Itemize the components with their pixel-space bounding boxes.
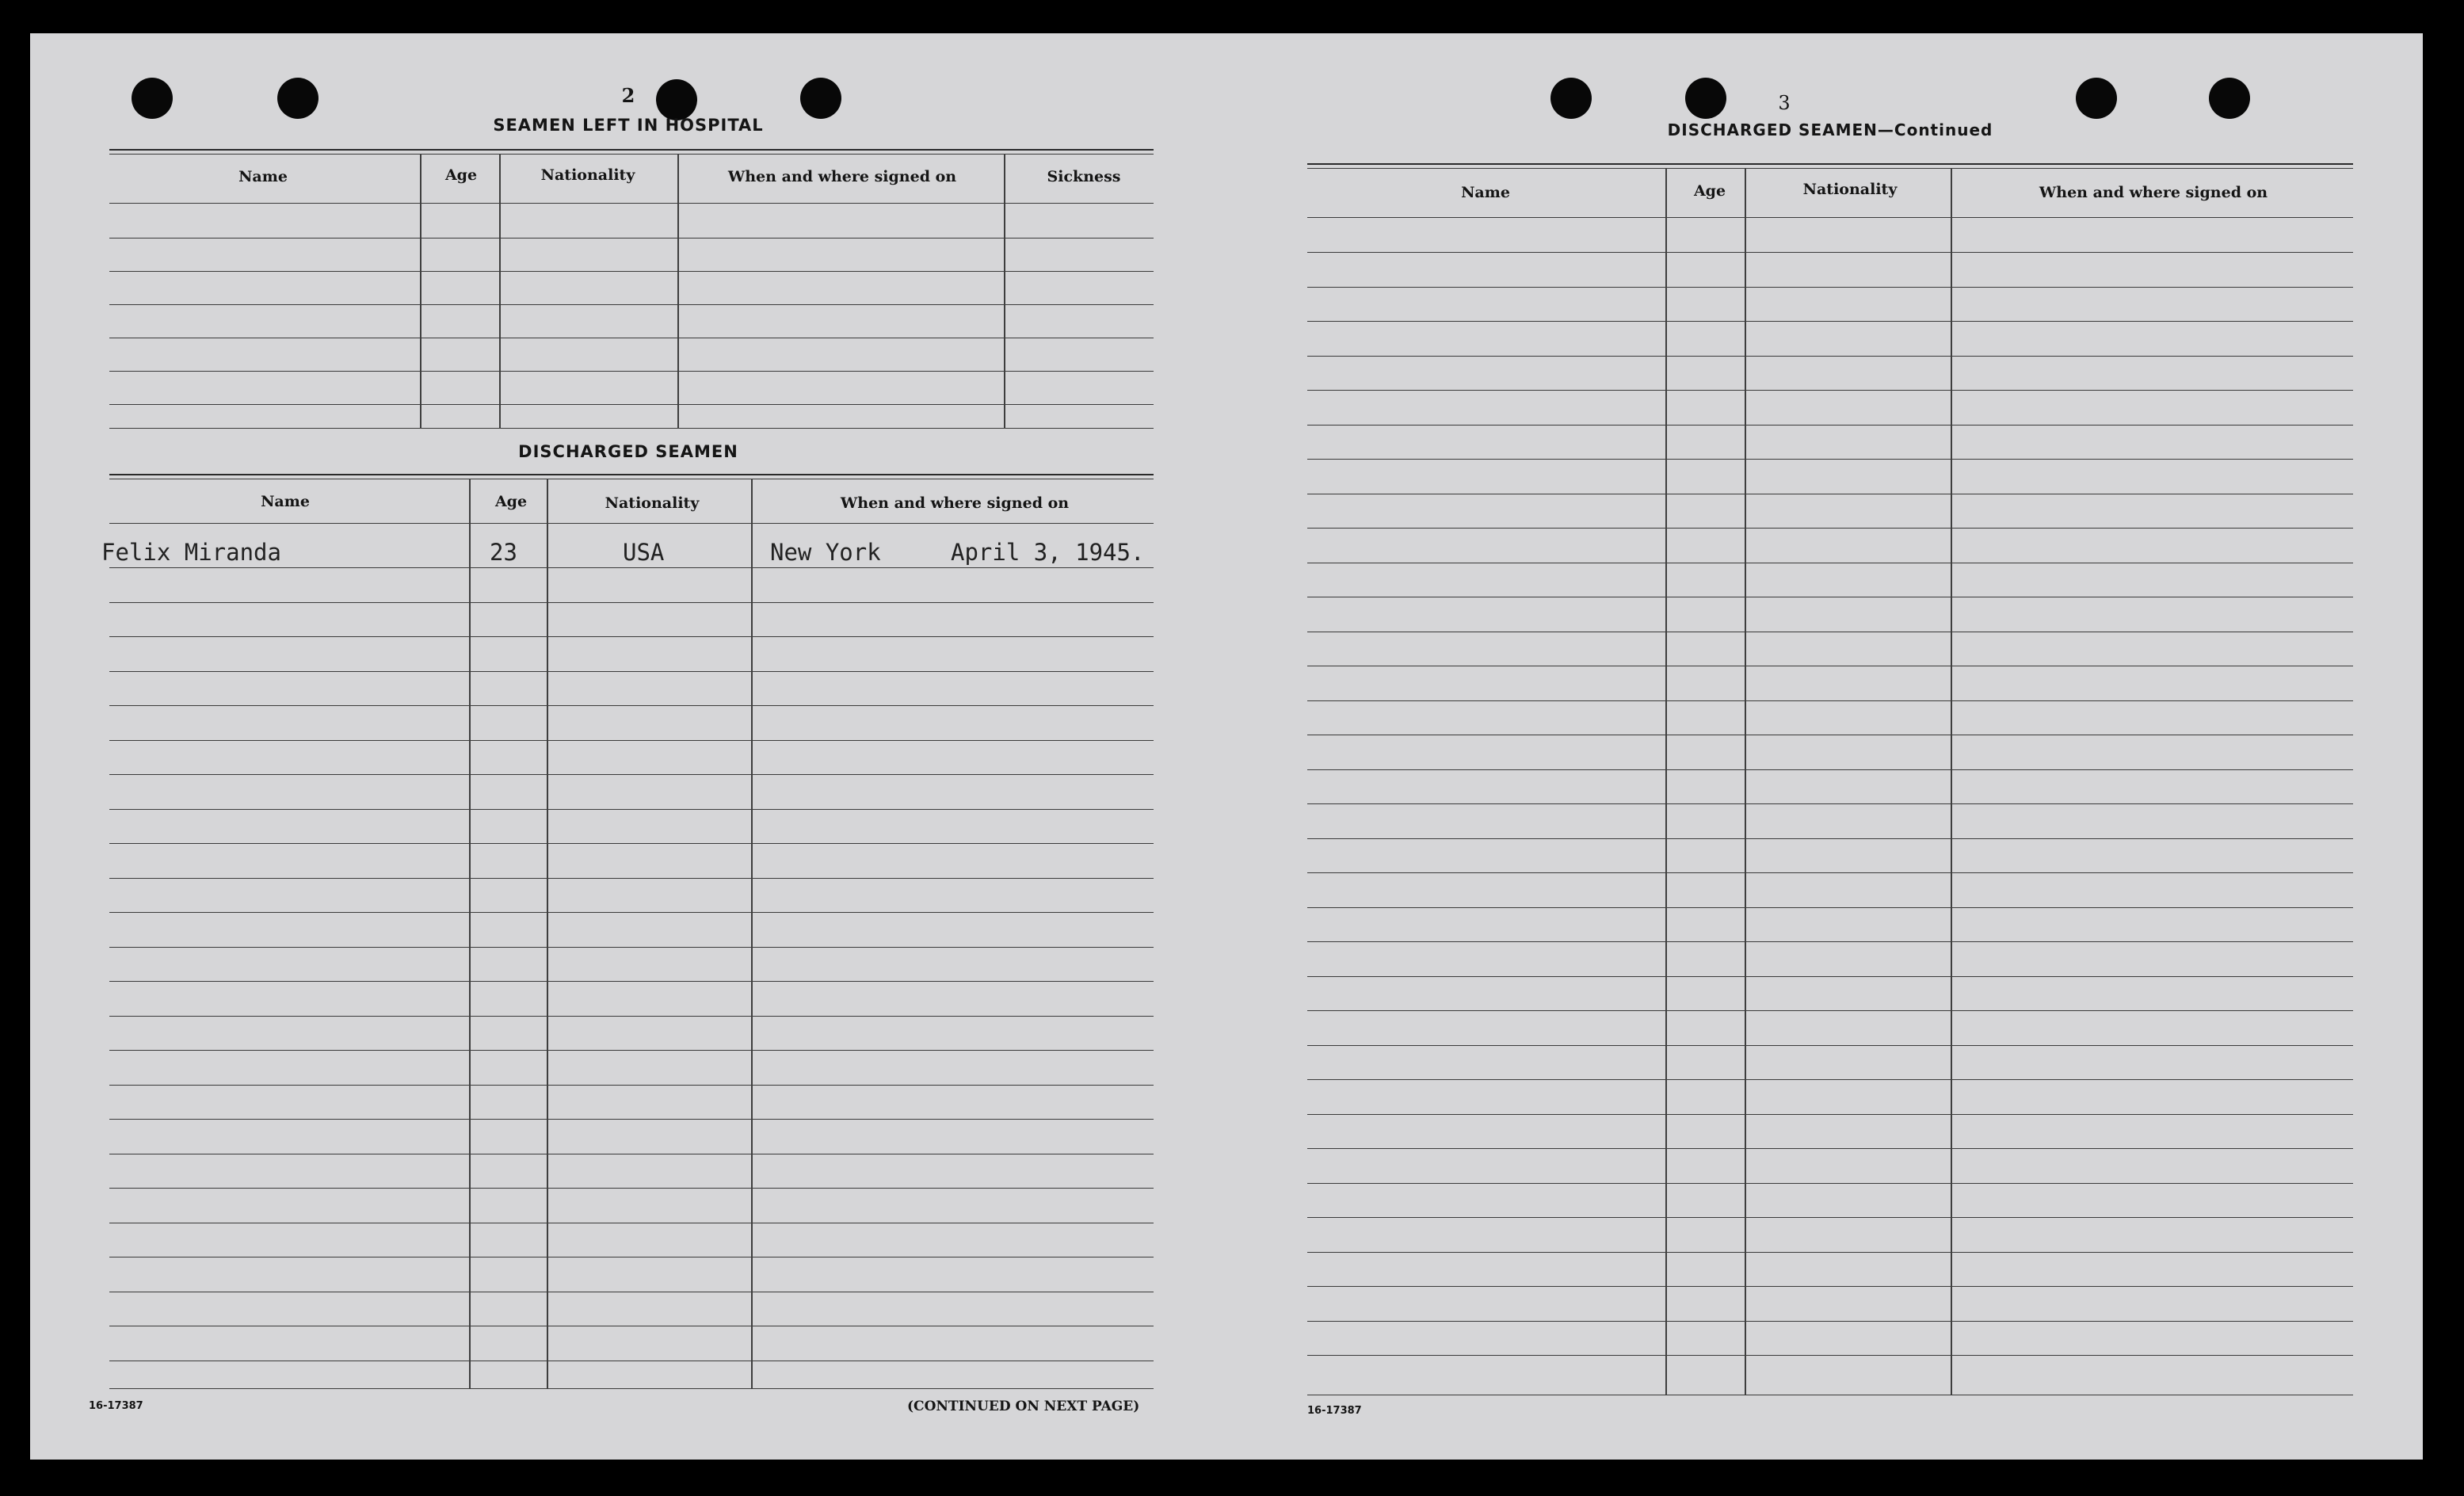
hospital-table-bottom-rule (109, 428, 1154, 429)
left-page-number: 2 (621, 84, 635, 107)
discharged-column-rule (469, 479, 471, 1388)
hospital-col-sickness: Sickness (1047, 168, 1121, 185)
discharged-col-signed-on: When and where signed on (840, 494, 1070, 512)
discharged-row-rule (109, 947, 1154, 948)
discharged-row-rule (109, 671, 1154, 672)
hospital-col-age: Age (444, 166, 478, 184)
punch-hole (2209, 78, 2250, 119)
entry-nationality: USA (623, 539, 665, 566)
left-form-number: 16-17387 (89, 1400, 143, 1412)
hospital-row-rule (109, 271, 1154, 272)
right-row-rule (1307, 1252, 2353, 1253)
right-row-rule (1307, 252, 2353, 253)
discharged-row-rule (109, 912, 1154, 913)
discharged-row-rule (109, 981, 1154, 982)
right-row-rule (1307, 459, 2353, 460)
right-column-rule (1665, 168, 1667, 1395)
hospital-header-rule (109, 203, 1154, 204)
discharged-row-rule (109, 602, 1154, 603)
discharged-col-age: Age (494, 493, 528, 510)
discharged-row-rule (109, 843, 1154, 844)
discharged-table-bottom-rule (109, 1388, 1154, 1389)
hospital-row-rule (109, 371, 1154, 372)
right-row-rule (1307, 1321, 2353, 1322)
hospital-section-title: SEAMEN LEFT IN HOSPITAL (493, 116, 764, 135)
right-row-rule (1307, 976, 2353, 977)
discharged-col-nationality: Nationality (605, 494, 700, 512)
discharged-column-rule (547, 479, 548, 1388)
discharged-row-rule (109, 878, 1154, 879)
punch-hole (132, 78, 173, 119)
entry-signed-on-date: April 3, 1945. (951, 539, 1145, 566)
discharged-row-rule (109, 636, 1154, 637)
right-row-rule (1307, 838, 2353, 839)
hospital-table-top-rule (109, 149, 1154, 151)
discharged-col-name: Name (261, 493, 310, 510)
right-row-rule (1307, 941, 2353, 942)
right-row-rule (1307, 425, 2353, 426)
continued-note: (CONTINUED ON NEXT PAGE) (907, 1399, 1140, 1414)
hospital-column-rule (677, 154, 679, 428)
hospital-col-signed-on: When and where signed on (727, 168, 957, 185)
hospital-column-rule (420, 154, 421, 428)
hospital-table-top-rule (109, 154, 1154, 155)
discharged-row-rule (109, 774, 1154, 775)
punch-hole (656, 79, 697, 120)
discharged-row-rule (109, 1188, 1154, 1189)
discharged-row-rule (109, 705, 1154, 706)
punch-hole (800, 78, 841, 119)
right-form-number: 16-17387 (1307, 1405, 1362, 1417)
hospital-column-rule (499, 154, 501, 428)
hospital-col-name: Name (238, 168, 288, 185)
discharged-column-rule (751, 479, 753, 1388)
right-col-signed-on: When and where signed on (2039, 184, 2268, 201)
right-row-rule (1307, 287, 2353, 288)
right-page-title: DISCHARGED SEAMEN—Continued (1667, 120, 1993, 139)
right-col-nationality: Nationality (1802, 181, 1898, 198)
right-row-rule (1307, 1114, 2353, 1115)
right-row-rule (1307, 1286, 2353, 1287)
right-column-rule (1951, 168, 1952, 1395)
discharged-row-rule (109, 1050, 1154, 1051)
hospital-col-nationality: Nationality (540, 166, 635, 184)
right-table-top-rule (1307, 163, 2353, 165)
right-page-number: 3 (1778, 92, 1791, 114)
discharged-row-rule (109, 1119, 1154, 1120)
entry-age: 23 (490, 539, 517, 566)
discharged-table-top-rule (109, 474, 1154, 475)
right-row-rule (1307, 907, 2353, 908)
right-col-age: Age (1693, 182, 1726, 200)
right-row-rule (1307, 528, 2353, 529)
right-row-rule (1307, 1045, 2353, 1046)
right-row-rule (1307, 872, 2353, 873)
punch-hole (277, 78, 318, 119)
right-row-rule (1307, 390, 2353, 391)
right-row-rule (1307, 356, 2353, 357)
right-row-rule (1307, 1355, 2353, 1356)
right-table-top-rule (1307, 168, 2353, 169)
entry-name: Felix Miranda (101, 539, 281, 566)
discharged-row-rule (109, 740, 1154, 741)
right-column-rule (1745, 168, 1746, 1395)
hospital-column-rule (1004, 154, 1005, 428)
discharged-row-rule (109, 567, 1154, 568)
document-sheet (30, 33, 2423, 1460)
right-row-rule (1307, 769, 2353, 770)
discharged-section-title: DISCHARGED SEAMEN (518, 442, 738, 461)
right-row-rule (1307, 1079, 2353, 1080)
punch-hole (1550, 78, 1592, 119)
discharged-header-rule (109, 523, 1154, 524)
right-col-name: Name (1461, 184, 1510, 201)
right-row-rule (1307, 1010, 2353, 1011)
hospital-row-rule (109, 238, 1154, 239)
right-row-rule (1307, 700, 2353, 701)
discharged-row-rule (109, 809, 1154, 810)
discharged-row-rule (109, 1085, 1154, 1086)
discharged-row-rule (109, 1016, 1154, 1017)
punch-hole (2076, 78, 2117, 119)
hospital-row-rule (109, 404, 1154, 405)
right-row-rule (1307, 1217, 2353, 1218)
right-row-rule (1307, 321, 2353, 322)
right-row-rule (1307, 1148, 2353, 1149)
right-header-rule (1307, 217, 2353, 218)
punch-hole (1685, 78, 1726, 119)
right-row-rule (1307, 803, 2353, 804)
entry-signed-on-place: New York (770, 539, 881, 566)
right-row-rule (1307, 1183, 2353, 1184)
hospital-row-rule (109, 304, 1154, 305)
